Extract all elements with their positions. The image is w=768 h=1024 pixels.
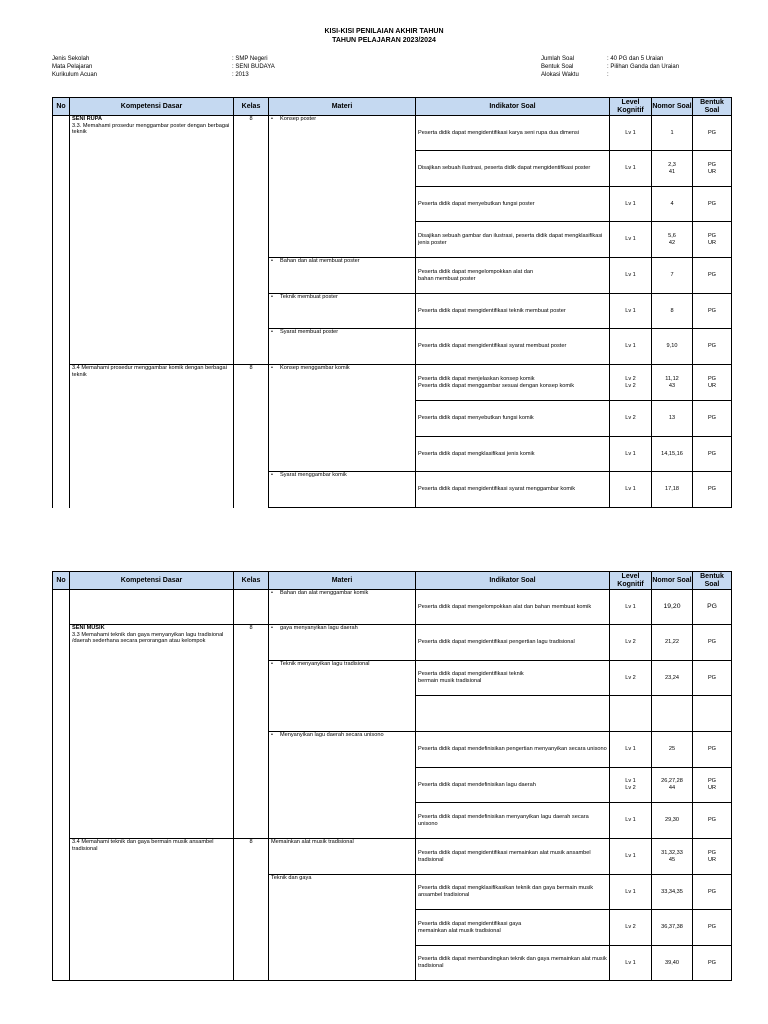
materi-item: • Konsep menggambar komik	[271, 365, 350, 371]
kd-subject-title: SENI MUSIK	[72, 625, 105, 631]
col-indikator-soal: Indikator Soal	[416, 98, 610, 116]
col-no: No	[53, 572, 70, 590]
document-title: KISI-KISI PENILAIAN AKHIR TAHUN	[324, 28, 444, 35]
cell-materi	[269, 732, 416, 839]
cell-level: Lv 1	[610, 472, 652, 508]
cell-bentuk: PG UR	[693, 768, 732, 803]
cell-indikator: Disajikan sebuah ilustrasi, peserta didik dapat mengidentifikasi poster	[416, 151, 610, 187]
cell-nomor: 36,37,38	[652, 910, 693, 946]
cell-nomor: 14,15,16	[652, 437, 693, 472]
kisi-table-seni-musik	[52, 571, 732, 981]
cell-level: Lv 1	[610, 187, 652, 222]
cell-bentuk: PG UR	[693, 365, 732, 401]
cell-nomor: 1	[652, 116, 693, 151]
cell-nomor: 21,22	[652, 625, 693, 661]
cell-indikator: Disajikan sebuah gambar dan ilustrasi, peserta didik dapat mengklasifikasi jenis poster	[416, 222, 610, 258]
col-nomor-soal: Nomor Soal	[652, 572, 693, 590]
cell-nomor: 11,12 43	[652, 365, 693, 401]
materi-item: • Syarat menggambar komik	[271, 472, 347, 478]
cell-indikator: Peserta didik dapat mendefinisikan pengertian menyanyikan secara unisono	[416, 732, 610, 768]
cell-nomor: 5,6 42	[652, 222, 693, 258]
info-value: : Pilihan Ganda dan Uraian	[607, 64, 680, 70]
info-value: : SMP Negeri	[232, 56, 268, 62]
materi-item: • Teknik menyanyikan lagu tradisional	[271, 661, 370, 667]
cell-level: Lv 1	[610, 437, 652, 472]
cell-nomor: 17,18	[652, 472, 693, 508]
cell-kelas	[234, 590, 269, 625]
cell-nomor: 31,32,33 45	[652, 839, 693, 875]
cell-indikator: Peserta didik dapat mengidentifikasi syarat menggambar komik	[416, 472, 610, 508]
cell-bentuk: PG	[693, 116, 732, 151]
col-materi: Materi	[269, 572, 416, 590]
cell-no	[53, 590, 70, 981]
cell-materi	[269, 258, 416, 294]
cell-bentuk: PG	[693, 946, 732, 981]
cell-indikator: Peserta didik dapat mendefinisikan menyanyikan lagu daerah secara unisono	[416, 803, 610, 839]
cell-nomor: 4	[652, 187, 693, 222]
cell-bentuk: PG	[693, 401, 732, 437]
cell-level: Lv 2	[610, 625, 652, 661]
cell-materi	[269, 329, 416, 365]
cell-nomor: 7	[652, 258, 693, 294]
info-left	[52, 55, 275, 79]
col-kompetensi-dasar: Kompetensi Dasar	[70, 98, 234, 116]
cell-level: Lv 2 Lv 2	[610, 365, 652, 401]
cell-kelas: 8	[234, 116, 269, 365]
cell-nomor: 19,20	[652, 590, 693, 625]
info-label: Kurikulum Acuan	[52, 72, 98, 78]
cell-bentuk: PG UR	[693, 222, 732, 258]
cell-level: Lv 2	[610, 661, 652, 696]
cell-materi	[269, 590, 416, 625]
cell-level	[610, 696, 652, 732]
cell-nomor: 8	[652, 294, 693, 329]
cell-materi	[269, 116, 416, 258]
col-level-kognitif: Level Kognitif	[610, 98, 652, 116]
info-value: :	[607, 72, 609, 78]
col-bentuk-soal: Bentuk Soal	[693, 572, 732, 590]
kd-subject-title: SENI RUPA	[72, 116, 103, 122]
cell-indikator: Peserta didik dapat mengidentifikasi pengertian lagu tradisional	[416, 625, 610, 661]
cell-kd	[70, 590, 234, 625]
info-label: Jenis Sekolah	[52, 56, 90, 62]
materi-item: • Bahan dan alat menggambar komik	[271, 590, 368, 596]
cell-materi	[269, 294, 416, 329]
cell-bentuk: PG UR	[693, 839, 732, 875]
cell-level: Lv 1	[610, 329, 652, 365]
materi-item: • Konsep poster	[271, 116, 316, 122]
cell-indikator: Peserta didik dapat menjelaskan konsep komik Peserta didik dapat menggambar sesuai dengan konsep komik	[416, 365, 610, 401]
cell-kd: 3.4 Memahami teknik dan gaya bermain musik ansambel tradisional	[70, 839, 234, 981]
cell-bentuk: PG	[693, 590, 732, 625]
cell-indikator: Peserta didik dapat mengidentifikasi teknik bermain musik tradisional	[416, 661, 610, 696]
cell-nomor: 23,24	[652, 661, 693, 696]
cell-nomor	[652, 696, 693, 732]
info-label: Alokasi Waktu	[541, 72, 579, 78]
table-row	[53, 116, 732, 151]
cell-level: Lv 2	[610, 401, 652, 437]
cell-indikator: Peserta didik dapat mengidentifikasi karya seni rupa dua dimensi	[416, 116, 610, 151]
cell-nomor: 33,34,35	[652, 875, 693, 910]
cell-bentuk: PG	[693, 875, 732, 910]
cell-bentuk: PG UR	[693, 151, 732, 187]
cell-kelas: 8	[234, 839, 269, 981]
cell-kd	[70, 625, 234, 839]
cell-materi: Memainkan alat musik tradisional	[269, 839, 416, 875]
info-label: Jumlah Soal	[541, 56, 575, 62]
cell-no	[53, 116, 70, 508]
cell-indikator: Peserta didik dapat mengidentifikasi gaya memainkan alat musik tradisional	[416, 910, 610, 946]
table-header	[53, 98, 732, 116]
col-kelas: Kelas	[234, 98, 269, 116]
cell-indikator: Peserta didik dapat mengidentifikasi memainkan alat musik ansambel tradisional	[416, 839, 610, 875]
cell-bentuk: PG	[693, 294, 732, 329]
cell-bentuk: PG	[693, 803, 732, 839]
cell-materi	[269, 472, 416, 508]
cell-level: Lv 1	[610, 803, 652, 839]
cell-indikator: Peserta didik dapat mengidentifikasi syarat membuat poster	[416, 329, 610, 365]
cell-materi	[269, 661, 416, 732]
cell-kd	[70, 116, 234, 365]
cell-indikator: Peserta didik dapat mengklasifikasi jenis komik	[416, 437, 610, 472]
table-row	[53, 590, 732, 625]
cell-indikator	[416, 696, 610, 732]
cell-kd: 3.4 Memahami prosedur menggambar komik dengan berbagai teknik	[70, 365, 234, 508]
cell-indikator: Peserta didik dapat mengelompokkan alat dan bahan membuat poster	[416, 258, 610, 294]
cell-indikator: Peserta didik dapat mengidentifikasi teknik membuat poster	[416, 294, 610, 329]
cell-indikator: Peserta didik dapat mendefinisikan lagu daerah	[416, 768, 610, 803]
cell-materi: Teknik dan gaya	[269, 875, 416, 981]
cell-kelas: 8	[234, 625, 269, 839]
kd-text: 3.3 Memahami teknik dan gaya menyanyikan lagu tradisional /daerah sederhana secara perorangan atau kelompok	[72, 631, 224, 645]
cell-kelas: 8	[234, 365, 269, 508]
cell-bentuk: PG	[693, 625, 732, 661]
cell-level: Lv 1	[610, 839, 652, 875]
cell-level: Lv 2	[610, 910, 652, 946]
cell-level: Lv 1	[610, 258, 652, 294]
table-row	[53, 625, 732, 661]
col-bentuk-soal: Bentuk Soal	[693, 98, 732, 116]
cell-nomor: 9,10	[652, 329, 693, 365]
cell-level: Lv 1	[610, 294, 652, 329]
col-nomor-soal: Nomor Soal	[652, 98, 693, 116]
materi-item: • Teknik membuat poster	[271, 294, 338, 300]
materi-item: • Menyanyikan lagu daerah secara unisono	[271, 732, 384, 738]
col-kelas: Kelas	[234, 572, 269, 590]
col-kompetensi-dasar: Kompetensi Dasar	[70, 572, 234, 590]
table-row	[53, 839, 732, 875]
cell-level: Lv 1	[610, 875, 652, 910]
materi-item: • Bahan dan alat membuat poster	[271, 258, 360, 264]
cell-bentuk	[693, 696, 732, 732]
col-materi: Materi	[269, 98, 416, 116]
cell-level: Lv 1	[610, 946, 652, 981]
document-subtitle: TAHUN PELAJARAN 2023/2024	[332, 37, 436, 44]
cell-bentuk: PG	[693, 329, 732, 365]
col-level-kognitif: Level Kognitif	[610, 572, 652, 590]
info-value: : 2013	[232, 72, 249, 78]
cell-bentuk: PG	[693, 732, 732, 768]
cell-bentuk: PG	[693, 258, 732, 294]
cell-level: Lv 1	[610, 590, 652, 625]
info-value: : SENI BUDAYA	[232, 64, 275, 70]
cell-indikator: Peserta didik dapat menyebutkan fungsi komik	[416, 401, 610, 437]
cell-materi	[269, 625, 416, 661]
materi-item: • gaya menyanyikan lagu daerah	[271, 625, 358, 631]
cell-level: Lv 1	[610, 222, 652, 258]
cell-indikator: Peserta didik dapat membandingkan teknik dan gaya memainkan alat musik tradisional	[416, 946, 610, 981]
materi-item: • Syarat membuat poster	[271, 329, 338, 335]
cell-level: Lv 1 Lv 2	[610, 768, 652, 803]
cell-nomor: 29,30	[652, 803, 693, 839]
cell-level: Lv 1	[610, 732, 652, 768]
cell-nomor: 2,3 41	[652, 151, 693, 187]
info-label: Mata Pelajaran	[52, 64, 93, 70]
col-indikator-soal: Indikator Soal	[416, 572, 610, 590]
cell-nomor: 13	[652, 401, 693, 437]
col-no: No	[53, 98, 70, 116]
cell-level: Lv 1	[610, 116, 652, 151]
kisi-table-seni-rupa	[52, 97, 732, 508]
kd-text: 3.3. Memahami prosedur menggambar poster dengan berbagai teknik	[72, 122, 230, 136]
cell-bentuk: PG	[693, 437, 732, 472]
info-value: : 40 PG dan 5 Uraian	[607, 56, 664, 62]
cell-indikator: Peserta didik dapat mengklasifikasikan teknik dan gaya bermain musik ansambel tradisional	[416, 875, 610, 910]
table-row	[53, 365, 732, 401]
info-right	[541, 55, 679, 79]
cell-nomor: 25	[652, 732, 693, 768]
cell-indikator: Peserta didik dapat menyebutkan fungsi poster	[416, 187, 610, 222]
cell-indikator: Peserta didik dapat mengelompokkan alat dan bahan membuat komik	[416, 590, 610, 625]
table-header	[53, 572, 732, 590]
cell-nomor: 39,40	[652, 946, 693, 981]
cell-bentuk: PG	[693, 661, 732, 696]
cell-bentuk: PG	[693, 910, 732, 946]
cell-bentuk: PG	[693, 187, 732, 222]
cell-bentuk: PG	[693, 472, 732, 508]
cell-level: Lv 1	[610, 151, 652, 187]
info-label: Bentuk Soal	[541, 64, 574, 70]
cell-materi	[269, 365, 416, 472]
cell-nomor: 26,27,28 44	[652, 768, 693, 803]
